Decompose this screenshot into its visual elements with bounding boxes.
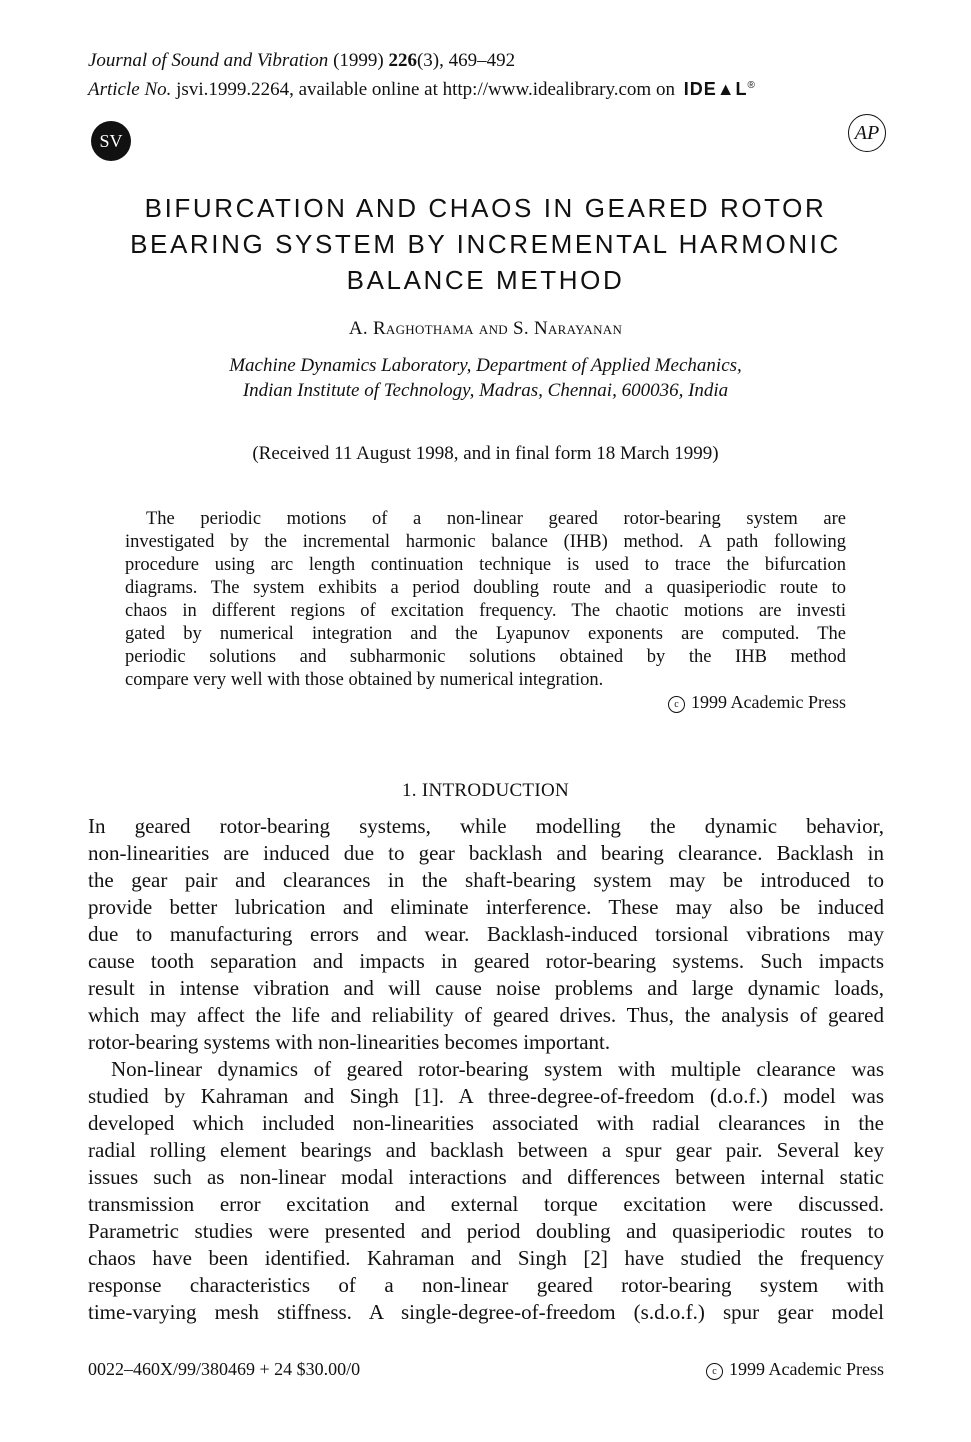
abstract-line: The periodic motions of a non-linear geared rotor-bearing system are — [146, 509, 846, 529]
abstract — [125, 508, 846, 692]
paper-title — [100, 190, 871, 298]
body-line: rotor-bearing systems with non-linearities becomes important. — [88, 1030, 611, 1054]
affiliation-line-2: Indian Institute of Technology, Madras, Chennai, 600036, India — [242, 380, 729, 401]
body-text — [88, 813, 884, 1326]
footer-copyright — [706, 1359, 884, 1380]
copyright-icon: c — [668, 696, 685, 713]
journal-citation — [88, 48, 515, 73]
body-line: radial rolling element bearings and backlash between a spur gear pair. Several key — [88, 1138, 884, 1162]
journal-volume: 226 — [388, 50, 417, 71]
abstract-line: periodic solutions and subharmonic solutions obtained by the IHB method — [125, 647, 846, 667]
body-line: chaos have been identified. Kahraman and Singh [2] have studied the frequency — [88, 1246, 884, 1270]
authors — [0, 318, 971, 340]
body-line: provide better lubrication and eliminate interference. These may also be induced — [88, 895, 884, 919]
article-line — [88, 73, 756, 102]
section-heading: 1. INTRODUCTION — [401, 780, 570, 801]
body-line: Non-linear dynamics of geared rotor-bearing system with multiple clearance was — [111, 1057, 884, 1081]
affiliation — [0, 353, 971, 403]
abstract-line: chaos in different regions of excitation frequency. The chaotic motions are investi — [125, 601, 846, 621]
ideal-logo-text: IDE▲L — [683, 79, 748, 99]
footer-code: 0022–460X/99/380469 + 24 $30.00/0 — [88, 1359, 361, 1379]
title-line-2: BEARING SYSTEM BY INCREMENTAL HARMONIC — [130, 229, 841, 259]
sv-logo — [91, 121, 131, 161]
sv-logo-text: SV — [99, 131, 123, 151]
journal-issue-pages: (3), 469–492 — [416, 50, 516, 71]
abstract-line: gated by numerical integration and the Lyapunov exponents are computed. The — [125, 624, 846, 644]
body-line: the gear pair and clearances in the shaft-bearing system may be introduced to — [88, 868, 884, 892]
abstract-copyright-text: 1999 Academic Press — [691, 692, 846, 712]
abstract-copyright — [668, 692, 846, 713]
body-line: cause tooth separation and impacts in geared rotor-bearing systems. Such impacts — [88, 949, 884, 973]
abstract-line: diagrams. The system exhibits a period doubling route and a quasiperiodic route to — [125, 578, 846, 598]
body-line: result in intense vibration and will cause noise problems and large dynamic loads, — [88, 976, 884, 1000]
footer-copyright-text: 1999 Academic Press — [729, 1359, 884, 1379]
body-line: issues such as non-linear modal interactions and differences between internal static — [88, 1165, 884, 1189]
ap-logo — [848, 114, 886, 152]
article-text: jsvi.1999.2264, available online at http://www.idealibrary.com on — [176, 79, 675, 100]
body-line: response characteristics of a non-linear geared rotor-bearing system with — [88, 1273, 884, 1297]
registered-mark: ® — [747, 80, 756, 91]
article-label: Article No. — [88, 79, 172, 100]
body-line: In geared rotor-bearing systems, while modelling the dynamic behavior, — [88, 814, 884, 838]
title-line-1: BIFURCATION AND CHAOS IN GEARED ROTOR — [144, 193, 827, 223]
body-line: transmission error excitation and external torque excitation were discussed. — [88, 1192, 884, 1216]
received-dates: (Received 11 August 1998, and in final form 18 March 1999) — [252, 443, 719, 464]
authors-text: A. Raghothama and S. Narayanan — [348, 318, 623, 339]
body-line: time-varying mesh stiffness. A single-degree-of-freedom (s.d.o.f.) spur gear model — [88, 1300, 884, 1324]
body-line: studied by Kahraman and Singh [1]. A three-degree-of-freedom (d.o.f.) model was — [88, 1084, 884, 1108]
abstract-line: investigated by the incremental harmonic balance (IHB) method. A path following — [125, 532, 846, 552]
ideal-logo — [684, 79, 756, 99]
body-line: which may affect the life and reliability of geared drives. Thus, the analysis of geared — [88, 1003, 884, 1027]
journal-name: Journal of Sound and Vibration — [88, 50, 329, 71]
affiliation-line-1: Machine Dynamics Laboratory, Department of Applied Mechanics, — [229, 355, 742, 376]
body-line: Parametric studies were presented and period doubling and quasiperiodic routes to — [88, 1219, 884, 1243]
title-line-3: BALANCE METHOD — [346, 265, 625, 295]
body-line: non-linearities are induced due to gear backlash and bearing clearance. Backlash in — [88, 841, 884, 865]
abstract-line: compare very well with those obtained by numerical integration. — [125, 670, 604, 690]
journal-year: (1999) — [333, 50, 384, 71]
copyright-icon: c — [706, 1363, 723, 1380]
abstract-line: procedure using arc length continuation technique is used to trace the bifurcation — [125, 555, 846, 575]
ap-logo-text: AP — [854, 122, 880, 144]
body-line: developed which included non-linearities associated with radial clearances in the — [88, 1111, 884, 1135]
body-line: due to manufacturing errors and wear. Backlash-induced torsional vibrations may — [88, 922, 884, 946]
